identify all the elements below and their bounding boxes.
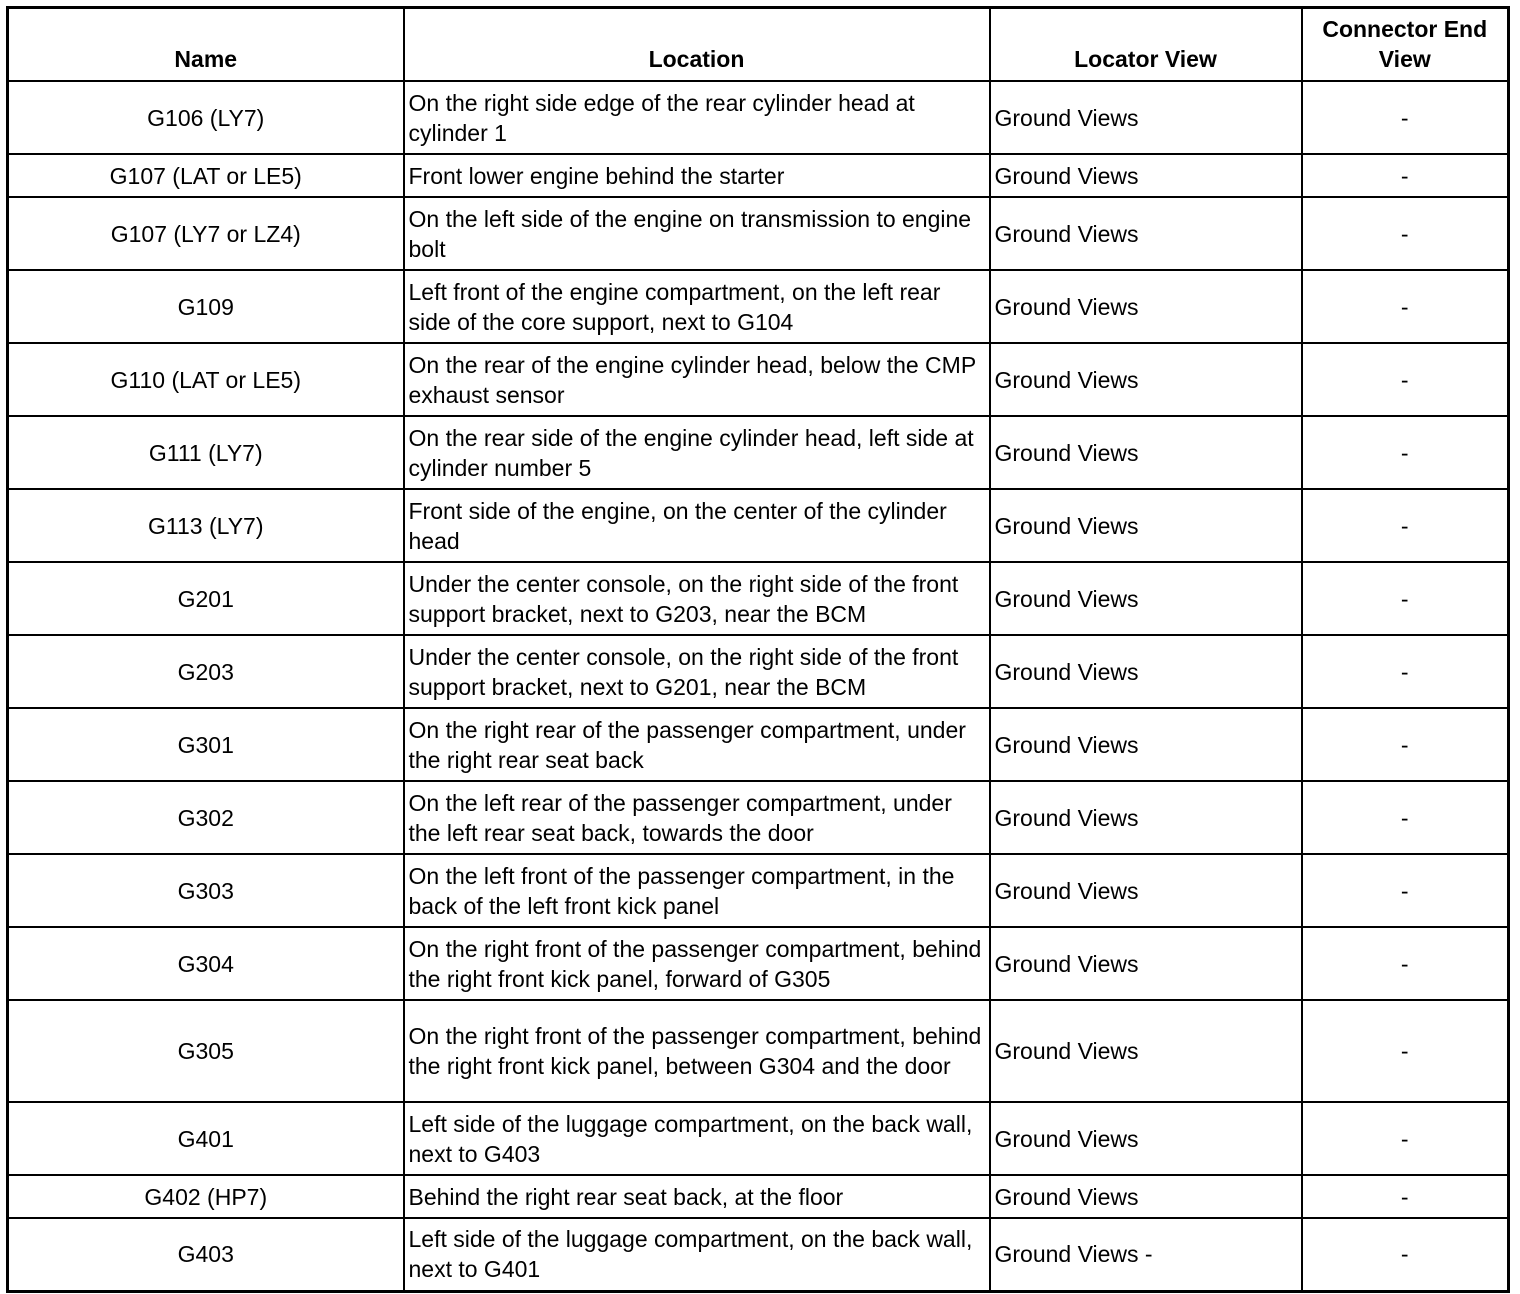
table-row bbox=[8, 781, 1509, 854]
cell-locator-view: Ground Views bbox=[990, 1175, 1302, 1218]
cell-location: On the left front of the passenger compartment, in the back of the left front kick panel bbox=[404, 854, 990, 927]
cell-location: Under the center console, on the right side of the front support bracket, next to G201, near the BCM bbox=[404, 635, 990, 708]
cell-name: G401 bbox=[8, 1102, 404, 1175]
cell-name: G201 bbox=[8, 562, 404, 635]
cell-connector-end-view: - bbox=[1302, 1175, 1509, 1218]
ground-locations-table bbox=[6, 6, 1510, 1293]
cell-name: G301 bbox=[8, 708, 404, 781]
cell-locator-view: Ground Views bbox=[990, 416, 1302, 489]
cell-location: Under the center console, on the right side of the front support bracket, next to G203, near the BCM bbox=[404, 562, 990, 635]
table-row bbox=[8, 416, 1509, 489]
cell-locator-view: Ground Views bbox=[990, 197, 1302, 270]
cell-location: On the rear of the engine cylinder head, below the CMP exhaust sensor bbox=[404, 343, 990, 416]
table-row bbox=[8, 1000, 1509, 1102]
cell-locator-view: Ground Views bbox=[990, 708, 1302, 781]
table-row bbox=[8, 927, 1509, 1000]
cell-name: G305 bbox=[8, 1000, 404, 1102]
cell-location: Behind the right rear seat back, at the floor bbox=[404, 1175, 990, 1218]
cell-connector-end-view: - bbox=[1302, 635, 1509, 708]
cell-connector-end-view: - bbox=[1302, 343, 1509, 416]
cell-name: G111 (LY7) bbox=[8, 416, 404, 489]
cell-location: On the rear side of the engine cylinder head, left side at cylinder number 5 bbox=[404, 416, 990, 489]
cell-location: On the right front of the passenger compartment, behind the right front kick panel, forward of G305 bbox=[404, 927, 990, 1000]
cell-location: On the right front of the passenger compartment, behind the right front kick panel, between G304 and the door bbox=[404, 1000, 990, 1102]
cell-connector-end-view: - bbox=[1302, 927, 1509, 1000]
cell-locator-view: Ground Views bbox=[990, 343, 1302, 416]
header-location: Location bbox=[404, 8, 990, 82]
cell-locator-view: Ground Views bbox=[990, 635, 1302, 708]
cell-location: Left side of the luggage compartment, on the back wall, next to G401 bbox=[404, 1218, 990, 1291]
table-row bbox=[8, 270, 1509, 343]
cell-name: G403 bbox=[8, 1218, 404, 1291]
cell-location: Front side of the engine, on the center of the cylinder head bbox=[404, 489, 990, 562]
cell-name: G110 (LAT or LE5) bbox=[8, 343, 404, 416]
cell-name: G107 (LAT or LE5) bbox=[8, 154, 404, 197]
cell-locator-view: Ground Views bbox=[990, 154, 1302, 197]
cell-connector-end-view: - bbox=[1302, 1102, 1509, 1175]
cell-connector-end-view: - bbox=[1302, 1000, 1509, 1102]
table-row bbox=[8, 81, 1509, 154]
cell-name: G106 (LY7) bbox=[8, 81, 404, 154]
table-header-row bbox=[8, 8, 1509, 82]
cell-connector-end-view: - bbox=[1302, 781, 1509, 854]
cell-connector-end-view: - bbox=[1302, 708, 1509, 781]
table-row bbox=[8, 1102, 1509, 1175]
cell-connector-end-view: - bbox=[1302, 81, 1509, 154]
header-name: Name bbox=[8, 8, 404, 82]
cell-location: Left side of the luggage compartment, on the back wall, next to G403 bbox=[404, 1102, 990, 1175]
table-row bbox=[8, 562, 1509, 635]
cell-locator-view: Ground Views - bbox=[990, 1218, 1302, 1291]
cell-connector-end-view: - bbox=[1302, 854, 1509, 927]
cell-name: G203 bbox=[8, 635, 404, 708]
cell-name: G402 (HP7) bbox=[8, 1175, 404, 1218]
cell-connector-end-view: - bbox=[1302, 1218, 1509, 1291]
cell-name: G303 bbox=[8, 854, 404, 927]
header-locator-view: Locator View bbox=[990, 8, 1302, 82]
cell-locator-view: Ground Views bbox=[990, 781, 1302, 854]
cell-connector-end-view: - bbox=[1302, 416, 1509, 489]
cell-location: Left front of the engine compartment, on the left rear side of the core support, next to G104 bbox=[404, 270, 990, 343]
cell-name: G113 (LY7) bbox=[8, 489, 404, 562]
cell-locator-view: Ground Views bbox=[990, 562, 1302, 635]
table-row bbox=[8, 854, 1509, 927]
cell-connector-end-view: - bbox=[1302, 197, 1509, 270]
table-body bbox=[8, 81, 1509, 1291]
table-row bbox=[8, 708, 1509, 781]
cell-location: On the right rear of the passenger compartment, under the right rear seat back bbox=[404, 708, 990, 781]
header-connector-end-view: Connector End View bbox=[1302, 8, 1509, 82]
table-row bbox=[8, 154, 1509, 197]
cell-location: On the right side edge of the rear cylinder head at cylinder 1 bbox=[404, 81, 990, 154]
cell-locator-view: Ground Views bbox=[990, 1102, 1302, 1175]
cell-name: G302 bbox=[8, 781, 404, 854]
cell-name: G304 bbox=[8, 927, 404, 1000]
table-row bbox=[8, 1218, 1509, 1291]
cell-location: On the left rear of the passenger compartment, under the left rear seat back, towards the door bbox=[404, 781, 990, 854]
cell-locator-view: Ground Views bbox=[990, 1000, 1302, 1102]
table-row bbox=[8, 343, 1509, 416]
cell-locator-view: Ground Views bbox=[990, 81, 1302, 154]
cell-connector-end-view: - bbox=[1302, 154, 1509, 197]
table-row bbox=[8, 197, 1509, 270]
cell-connector-end-view: - bbox=[1302, 489, 1509, 562]
table-row bbox=[8, 635, 1509, 708]
cell-name: G107 (LY7 or LZ4) bbox=[8, 197, 404, 270]
cell-locator-view: Ground Views bbox=[990, 489, 1302, 562]
cell-connector-end-view: - bbox=[1302, 270, 1509, 343]
cell-location: On the left side of the engine on transmission to engine bolt bbox=[404, 197, 990, 270]
table-row bbox=[8, 489, 1509, 562]
cell-connector-end-view: - bbox=[1302, 562, 1509, 635]
cell-locator-view: Ground Views bbox=[990, 270, 1302, 343]
table-row bbox=[8, 1175, 1509, 1218]
cell-locator-view: Ground Views bbox=[990, 927, 1302, 1000]
cell-locator-view: Ground Views bbox=[990, 854, 1302, 927]
cell-name: G109 bbox=[8, 270, 404, 343]
cell-location: Front lower engine behind the starter bbox=[404, 154, 990, 197]
